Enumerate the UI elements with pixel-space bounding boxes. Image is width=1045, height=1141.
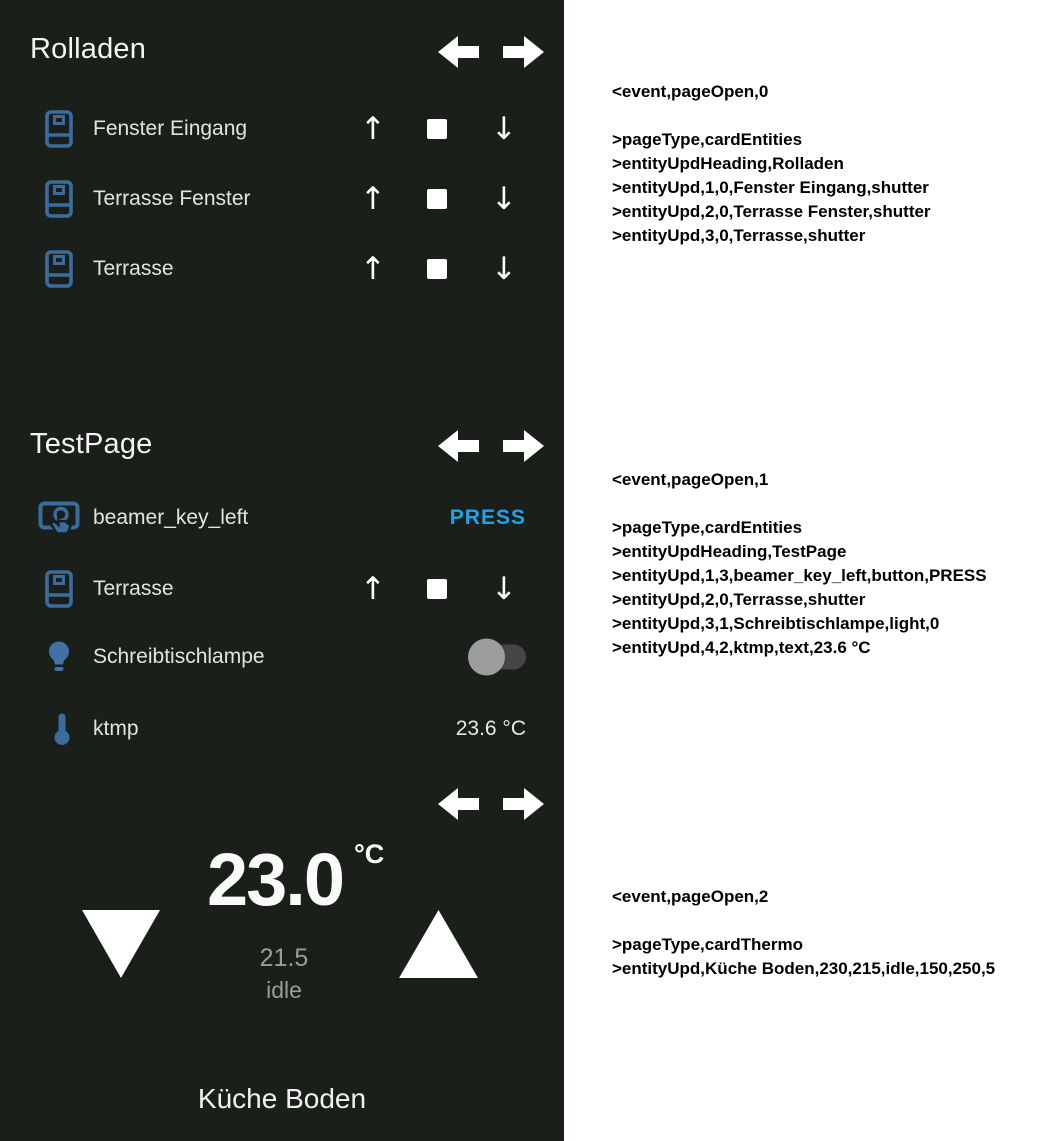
shutter-down-button[interactable]: ↓: [491, 111, 517, 147]
entity-label: Terrasse Fenster: [93, 187, 251, 210]
page-title: TestPage: [30, 428, 153, 460]
log-line: >pageType,cardThermo: [612, 935, 803, 954]
shutter-down-button[interactable]: ↓: [491, 181, 517, 217]
log-block-page2: [612, 885, 995, 981]
entity-value: 23.6 °C: [455, 717, 526, 740]
page-nav: [438, 34, 544, 70]
entity-row: [0, 567, 564, 611]
shutter-stop-button[interactable]: [427, 259, 447, 279]
nav-next-icon[interactable]: [503, 34, 544, 70]
nav-prev-icon[interactable]: [438, 428, 479, 464]
shutter-up-button[interactable]: ↑: [360, 181, 386, 217]
entity-row: [0, 177, 564, 221]
entity-row: [0, 635, 564, 679]
hvac-state: idle: [266, 977, 302, 1003]
entity-row: [0, 107, 564, 151]
current-temperature: 23.0: [206, 838, 344, 921]
nav-next-icon[interactable]: [503, 786, 544, 822]
shutter-stop-button[interactable]: [427, 579, 447, 599]
toggle-knob: [468, 639, 505, 676]
thermostat-name: Küche Boden: [197, 1083, 367, 1114]
entity-label: beamer_key_left: [93, 506, 249, 529]
entity-label: ktmp: [93, 717, 139, 740]
shutter-down-button[interactable]: ↓: [491, 571, 517, 607]
temp-down-button[interactable]: [82, 910, 160, 978]
log-block-page0: [612, 80, 931, 248]
log-block-page1: [612, 468, 987, 660]
lightbulb-icon: [48, 641, 70, 673]
thermometer-icon: [54, 712, 70, 746]
shutter-icon: [45, 180, 73, 218]
page-nav: [438, 428, 544, 464]
log-line: >pageType,cardEntities: [612, 130, 803, 149]
nav-next-icon[interactable]: [503, 428, 544, 464]
light-toggle[interactable]: [468, 639, 526, 676]
shutter-up-button[interactable]: ↑: [360, 111, 386, 147]
target-temperature: 21.5: [259, 944, 309, 972]
log-line: >entityUpdHeading,Rolladen: [612, 154, 844, 173]
shutter-stop-button[interactable]: [427, 119, 447, 139]
temperature-unit: °C: [354, 839, 385, 869]
nav-prev-icon[interactable]: [438, 786, 479, 822]
log-line: >entityUpd,3,0,Terrasse,shutter: [612, 226, 866, 245]
log-event-line: <event,pageOpen,2: [612, 887, 769, 906]
entity-label: Fenster Eingang: [93, 117, 248, 140]
log-event-line: <event,pageOpen,0: [612, 82, 769, 101]
shutter-down-button[interactable]: ↓: [491, 251, 517, 287]
log-line: >entityUpd,Küche Boden,230,215,idle,150,250,5: [612, 959, 996, 978]
log-line: >entityUpd,2,0,Terrasse Fenster,shutter: [612, 202, 931, 221]
log-line: >entityUpd,4,2,ktmp,text,23.6 °C: [612, 638, 871, 657]
log-event-line: <event,pageOpen,1: [612, 470, 769, 489]
log-line: >pageType,cardEntities: [612, 518, 803, 537]
entity-row: [0, 496, 564, 540]
shutter-icon: [45, 250, 73, 288]
shutter-up-button[interactable]: ↑: [360, 251, 386, 287]
entity-row: [0, 247, 564, 291]
entity-label: Schreibtischlampe: [93, 645, 265, 668]
shutter-stop-button[interactable]: [427, 189, 447, 209]
shutter-icon: [45, 570, 73, 608]
entity-row: [0, 707, 564, 751]
nav-prev-icon[interactable]: [438, 34, 479, 70]
press-button[interactable]: PRESS: [449, 506, 526, 529]
page-title: Rolladen: [30, 33, 147, 65]
page-nav: [438, 786, 544, 822]
entity-label: Terrasse: [93, 257, 174, 280]
shutter-icon: [45, 110, 73, 148]
log-line: >entityUpd,1,0,Fenster Eingang,shutter: [612, 178, 929, 197]
log-line: >entityUpd,1,3,beamer_key_left,button,PRESS: [612, 566, 987, 585]
gesture-tap-button-icon: [38, 500, 80, 537]
log-line: >entityUpd,2,0,Terrasse,shutter: [612, 590, 866, 609]
entity-label: Terrasse: [93, 577, 174, 600]
log-line: >entityUpdHeading,TestPage: [612, 542, 847, 561]
shutter-up-button[interactable]: ↑: [360, 571, 386, 607]
log-line: >entityUpd,3,1,Schreibtischlampe,light,0: [612, 614, 940, 633]
temp-up-button[interactable]: [399, 910, 478, 978]
